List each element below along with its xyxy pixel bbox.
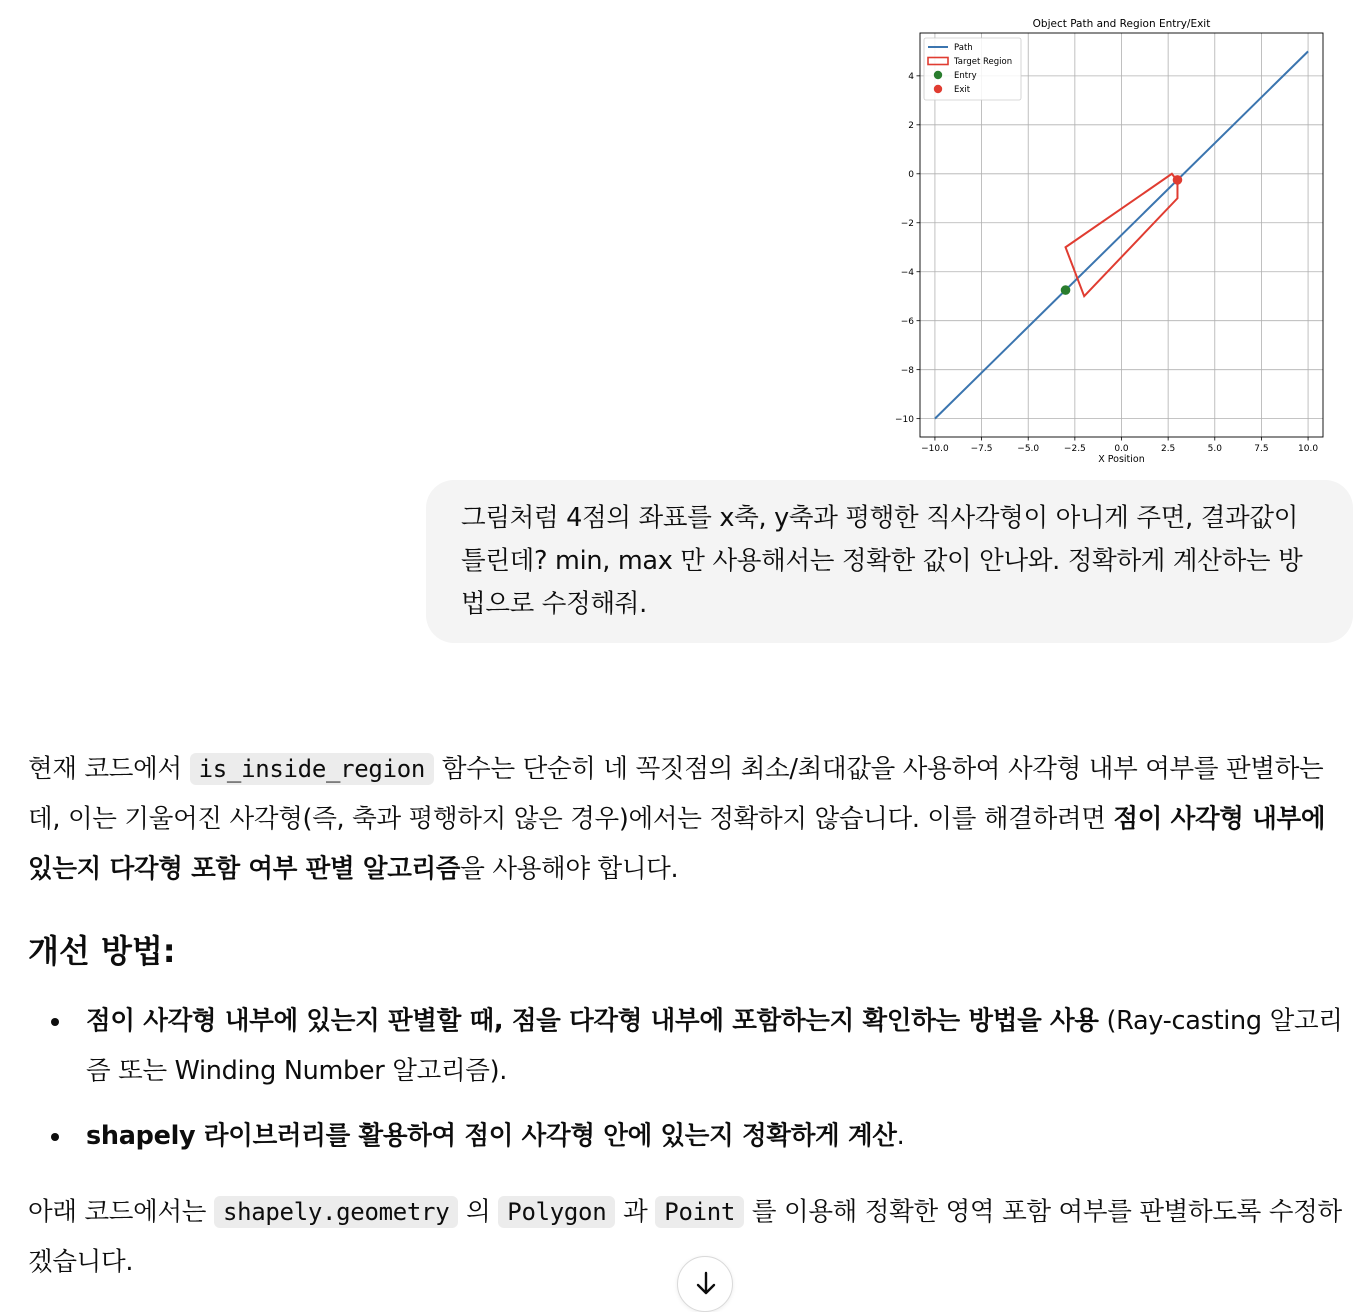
x-axis-label: X Position <box>1098 454 1145 465</box>
text: 현재 코드에서 <box>28 754 190 784</box>
assistant-answer <box>28 744 1354 1287</box>
x-tick-label: 2.5 <box>1160 444 1176 454</box>
text: 을 사용해야 합니다. <box>460 854 679 884</box>
legend-label: Exit <box>954 85 971 96</box>
y-tick-label: 4 <box>908 72 914 83</box>
legend-exit-swatch <box>934 85 942 93</box>
bullet-icon <box>51 1133 59 1141</box>
scroll-to-bottom-button[interactable] <box>677 1256 733 1312</box>
y-tick-label: −8 <box>900 365 914 376</box>
user-message-line: 법으로 수정해줘. <box>461 589 647 619</box>
exit-point <box>1173 175 1183 185</box>
entry-point <box>1061 285 1071 295</box>
inline-code: Polygon <box>498 1196 615 1228</box>
inline-code: Point <box>655 1196 744 1228</box>
x-tick-label: 10.0 <box>1298 444 1319 454</box>
answer-paragraph-1 <box>28 744 1354 894</box>
x-tick-label: −7.5 <box>970 444 993 454</box>
y-tick-label: 0 <box>908 169 914 180</box>
y-tick-label: −4 <box>900 267 914 278</box>
entry-exit-chart <box>880 12 1340 472</box>
bold-text: 점이 사각형 내부에 있는지 판별할 때, 점을 다각형 내부에 포함하는지 확인하는 방법을 사용 <box>86 1006 1099 1036</box>
user-message-line: 그림처럼 4점의 좌표를 x축, y축과 평행한 직사각형이 아니게 주면, 결과값이 <box>461 503 1299 533</box>
section-heading: 개선 방법: <box>28 932 176 970</box>
x-tick-label: −10.0 <box>921 444 949 454</box>
x-tick-label: 7.5 <box>1254 444 1269 454</box>
bullet-icon <box>51 1018 59 1026</box>
x-tick-label: −2.5 <box>1063 444 1086 454</box>
x-tick-label: −5.0 <box>1017 444 1040 454</box>
improvement-list <box>28 996 1354 1161</box>
chart-image <box>880 12 1340 472</box>
chart-title: Object Path and Region Entry/Exit <box>1032 18 1211 30</box>
user-message-bubble <box>426 480 1353 643</box>
text: 를 이용해 정확한 영역 포함 여부를 판별하도록 수정하겠습니다. <box>28 1197 1342 1277</box>
bold-text: shapely 라이브러리를 활용하여 점이 사각형 안에 있는지 정확하게 계산 <box>86 1121 897 1151</box>
legend-label: Entry <box>954 71 977 82</box>
legend-label: Target Region <box>954 57 1013 68</box>
text: . <box>896 1121 905 1151</box>
y-tick-label: −6 <box>900 316 914 327</box>
text: 함수는 단순히 네 꼭짓점의 최소/최대값을 사용하여 사각형 내부 여부를 판별하는데, 이는 기울어진 사각형(즉, 축과 평행하지 않은 경우)에서는 정확하지 않습니다. 이를 해결하려면 <box>28 754 1324 834</box>
text: 아래 코드에서는 <box>28 1197 214 1227</box>
y-tick-label: −2 <box>900 218 914 229</box>
legend-entry-swatch <box>934 71 942 79</box>
x-tick-label: 0.0 <box>1114 444 1129 454</box>
text: 과 <box>615 1197 656 1227</box>
inline-code: shapely.geometry <box>214 1196 458 1228</box>
arrow-down-icon <box>693 1269 719 1299</box>
x-tick-label: 5.0 <box>1207 444 1222 454</box>
text: (Ray-casting 알고리즘 또는 Winding Number 알고리즘). <box>86 1006 1343 1086</box>
user-message-line: 틀린데? min, max 만 사용해서는 정확한 값이 안나와. 정확하게 계산하는 방 <box>461 546 1303 576</box>
inline-code: is_inside_region <box>190 753 434 785</box>
y-tick-label: −10 <box>895 414 914 425</box>
list-item <box>28 996 1354 1096</box>
list-item <box>28 1111 1354 1161</box>
legend-label: Path <box>954 43 973 54</box>
text: 의 <box>458 1197 499 1227</box>
bold-text: 점이 사각형 내부에 있는지 다각형 포함 여부 판별 알고리즘 <box>28 804 1326 884</box>
y-tick-label: 2 <box>908 121 914 132</box>
